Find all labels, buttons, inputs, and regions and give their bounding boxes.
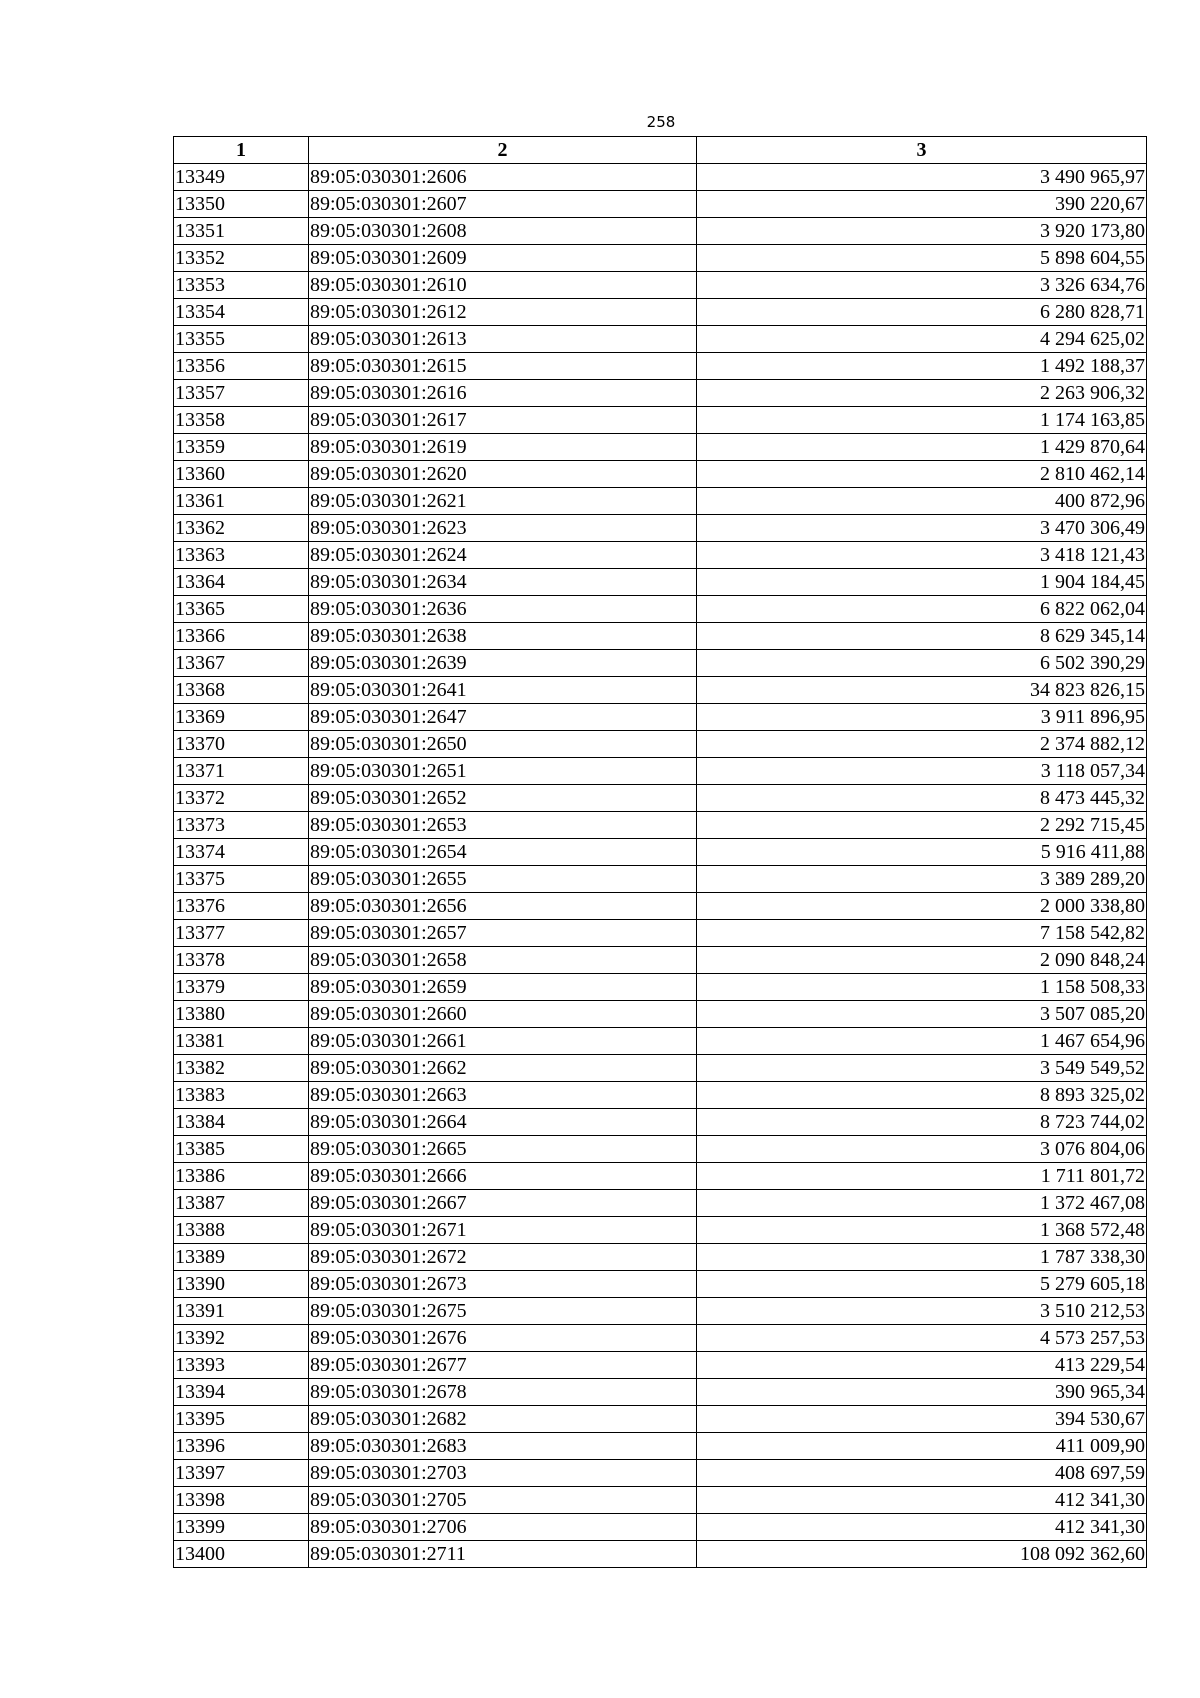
cadastral-number-cell: 89:05:030301:2671 [309,1217,697,1244]
row-number-cell: 13398 [174,1487,309,1514]
table-row [174,1136,1147,1163]
cadastral-number-cell: 89:05:030301:2612 [309,299,697,326]
row-number-cell: 13386 [174,1163,309,1190]
cadastral-number-cell: 89:05:030301:2608 [309,218,697,245]
cadastral-number-cell: 89:05:030301:2647 [309,704,697,731]
row-number-cell: 13365 [174,596,309,623]
table-row [174,380,1147,407]
cadastral-number-cell: 89:05:030301:2672 [309,1244,697,1271]
table-row [174,407,1147,434]
cadastral-number-cell: 89:05:030301:2659 [309,974,697,1001]
table-row [174,218,1147,245]
table-row [174,866,1147,893]
table-row [174,1001,1147,1028]
value-cell: 3 507 085,20 [697,1001,1147,1028]
data-table [173,136,1147,1568]
value-cell: 3 920 173,80 [697,218,1147,245]
row-number-cell: 13392 [174,1325,309,1352]
table-row [174,1325,1147,1352]
table-row [174,515,1147,542]
table-row [174,731,1147,758]
table-row [174,677,1147,704]
value-cell: 4 294 625,02 [697,326,1147,353]
value-cell: 5 916 411,88 [697,839,1147,866]
row-number-cell: 13378 [174,947,309,974]
table-row [174,1271,1147,1298]
row-number-cell: 13373 [174,812,309,839]
row-number-cell: 13383 [174,1082,309,1109]
row-number-cell: 13379 [174,974,309,1001]
table-row [174,1352,1147,1379]
value-cell: 411 009,90 [697,1433,1147,1460]
row-number-cell: 13376 [174,893,309,920]
value-cell: 7 158 542,82 [697,920,1147,947]
table-row [174,596,1147,623]
cadastral-number-cell: 89:05:030301:2621 [309,488,697,515]
row-number-cell: 13397 [174,1460,309,1487]
cadastral-number-cell: 89:05:030301:2682 [309,1406,697,1433]
row-number-cell: 13366 [174,623,309,650]
value-cell: 6 502 390,29 [697,650,1147,677]
row-number-cell: 13356 [174,353,309,380]
value-cell: 2 090 848,24 [697,947,1147,974]
table-row [174,974,1147,1001]
column-header-1: 1 [174,137,309,164]
row-number-cell: 13393 [174,1352,309,1379]
value-cell: 412 341,30 [697,1487,1147,1514]
table-row [174,1298,1147,1325]
row-number-cell: 13371 [174,758,309,785]
table-row [174,1217,1147,1244]
table-row [174,812,1147,839]
row-number-cell: 13399 [174,1514,309,1541]
value-cell: 1 787 338,30 [697,1244,1147,1271]
row-number-cell: 13353 [174,272,309,299]
value-cell: 2 292 715,45 [697,812,1147,839]
column-header-2: 2 [309,137,697,164]
row-number-cell: 13361 [174,488,309,515]
cadastral-number-cell: 89:05:030301:2663 [309,1082,697,1109]
table-row [174,1055,1147,1082]
table-row [174,326,1147,353]
table-row [174,434,1147,461]
row-number-cell: 13358 [174,407,309,434]
value-cell: 5 279 605,18 [697,1271,1147,1298]
value-cell: 1 467 654,96 [697,1028,1147,1055]
row-number-cell: 13395 [174,1406,309,1433]
row-number-cell: 13381 [174,1028,309,1055]
cadastral-number-cell: 89:05:030301:2639 [309,650,697,677]
value-cell: 3 549 549,52 [697,1055,1147,1082]
row-number-cell: 13377 [174,920,309,947]
cadastral-number-cell: 89:05:030301:2609 [309,245,697,272]
value-cell: 2 263 906,32 [697,380,1147,407]
value-cell: 400 872,96 [697,488,1147,515]
row-number-cell: 13362 [174,515,309,542]
value-cell: 1 372 467,08 [697,1190,1147,1217]
cadastral-number-cell: 89:05:030301:2613 [309,326,697,353]
value-cell: 412 341,30 [697,1514,1147,1541]
page-number: 258 [646,113,676,131]
cadastral-number-cell: 89:05:030301:2664 [309,1109,697,1136]
cadastral-number-cell: 89:05:030301:2624 [309,542,697,569]
table-row [174,1541,1147,1568]
value-cell: 3 389 289,20 [697,866,1147,893]
cadastral-number-cell: 89:05:030301:2673 [309,1271,697,1298]
cadastral-number-cell: 89:05:030301:2638 [309,623,697,650]
table-row [174,299,1147,326]
row-number-cell: 13360 [174,461,309,488]
value-cell: 5 898 604,55 [697,245,1147,272]
cadastral-number-cell: 89:05:030301:2653 [309,812,697,839]
table-row [174,164,1147,191]
value-cell: 3 076 804,06 [697,1136,1147,1163]
table-row [174,758,1147,785]
cadastral-number-cell: 89:05:030301:2660 [309,1001,697,1028]
cadastral-number-cell: 89:05:030301:2676 [309,1325,697,1352]
value-cell: 8 629 345,14 [697,623,1147,650]
cadastral-number-cell: 89:05:030301:2661 [309,1028,697,1055]
cadastral-number-cell: 89:05:030301:2650 [309,731,697,758]
cadastral-number-cell: 89:05:030301:2711 [309,1541,697,1568]
row-number-cell: 13350 [174,191,309,218]
table-row [174,245,1147,272]
cadastral-number-cell: 89:05:030301:2655 [309,866,697,893]
value-cell: 34 823 826,15 [697,677,1147,704]
value-cell: 2 374 882,12 [697,731,1147,758]
cadastral-number-cell: 89:05:030301:2658 [309,947,697,974]
cadastral-number-cell: 89:05:030301:2634 [309,569,697,596]
value-cell: 108 092 362,60 [697,1541,1147,1568]
cadastral-number-cell: 89:05:030301:2615 [309,353,697,380]
value-cell: 3 118 057,34 [697,758,1147,785]
row-number-cell: 13388 [174,1217,309,1244]
table-row [174,461,1147,488]
value-cell: 3 470 306,49 [697,515,1147,542]
cadastral-number-cell: 89:05:030301:2677 [309,1352,697,1379]
row-number-cell: 13349 [174,164,309,191]
table-row [174,1109,1147,1136]
row-number-cell: 13367 [174,650,309,677]
table-row [174,1190,1147,1217]
row-number-cell: 13389 [174,1244,309,1271]
table-row [174,1460,1147,1487]
cadastral-number-cell: 89:05:030301:2675 [309,1298,697,1325]
cadastral-number-cell: 89:05:030301:2662 [309,1055,697,1082]
row-number-cell: 13364 [174,569,309,596]
table-row [174,488,1147,515]
table-row [174,191,1147,218]
cadastral-number-cell: 89:05:030301:2620 [309,461,697,488]
value-cell: 3 326 634,76 [697,272,1147,299]
table-row [174,650,1147,677]
row-number-cell: 13363 [174,542,309,569]
value-cell: 3 510 212,53 [697,1298,1147,1325]
cadastral-number-cell: 89:05:030301:2616 [309,380,697,407]
value-cell: 390 220,67 [697,191,1147,218]
table-row [174,1163,1147,1190]
table-row [174,569,1147,596]
cadastral-number-cell: 89:05:030301:2657 [309,920,697,947]
row-number-cell: 13372 [174,785,309,812]
table-row [174,1433,1147,1460]
row-number-cell: 13357 [174,380,309,407]
cadastral-number-cell: 89:05:030301:2610 [309,272,697,299]
value-cell: 1 174 163,85 [697,407,1147,434]
cadastral-number-cell: 89:05:030301:2703 [309,1460,697,1487]
table-row [174,1406,1147,1433]
value-cell: 408 697,59 [697,1460,1147,1487]
value-cell: 1 904 184,45 [697,569,1147,596]
row-number-cell: 13369 [174,704,309,731]
table-row [174,353,1147,380]
row-number-cell: 13352 [174,245,309,272]
row-number-cell: 13354 [174,299,309,326]
value-cell: 1 711 801,72 [697,1163,1147,1190]
row-number-cell: 13375 [174,866,309,893]
row-number-cell: 13380 [174,1001,309,1028]
table-row [174,893,1147,920]
table-row [174,920,1147,947]
table-row [174,1487,1147,1514]
cadastral-number-cell: 89:05:030301:2652 [309,785,697,812]
table-row [174,623,1147,650]
row-number-cell: 13384 [174,1109,309,1136]
value-cell: 3 911 896,95 [697,704,1147,731]
cadastral-number-cell: 89:05:030301:2666 [309,1163,697,1190]
row-number-cell: 13374 [174,839,309,866]
row-number-cell: 13394 [174,1379,309,1406]
table-row [174,1379,1147,1406]
cadastral-number-cell: 89:05:030301:2636 [309,596,697,623]
value-cell: 2 000 338,80 [697,893,1147,920]
cadastral-number-cell: 89:05:030301:2651 [309,758,697,785]
cadastral-number-cell: 89:05:030301:2607 [309,191,697,218]
row-number-cell: 13400 [174,1541,309,1568]
column-header-3: 3 [697,137,1147,164]
value-cell: 1 368 572,48 [697,1217,1147,1244]
cadastral-number-cell: 89:05:030301:2606 [309,164,697,191]
table-row [174,542,1147,569]
value-cell: 8 893 325,02 [697,1082,1147,1109]
row-number-cell: 13382 [174,1055,309,1082]
value-cell: 394 530,67 [697,1406,1147,1433]
table-row [174,1514,1147,1541]
row-number-cell: 13396 [174,1433,309,1460]
cadastral-number-cell: 89:05:030301:2683 [309,1433,697,1460]
table-row [174,1082,1147,1109]
table-body [174,164,1147,1568]
value-cell: 3 490 965,97 [697,164,1147,191]
cadastral-number-cell: 89:05:030301:2641 [309,677,697,704]
cadastral-number-cell: 89:05:030301:2665 [309,1136,697,1163]
value-cell: 390 965,34 [697,1379,1147,1406]
value-cell: 6 822 062,04 [697,596,1147,623]
table-row [174,785,1147,812]
row-number-cell: 13355 [174,326,309,353]
value-cell: 8 473 445,32 [697,785,1147,812]
table-row [174,704,1147,731]
value-cell: 413 229,54 [697,1352,1147,1379]
table-header-row [174,137,1147,164]
cadastral-number-cell: 89:05:030301:2619 [309,434,697,461]
row-number-cell: 13387 [174,1190,309,1217]
value-cell: 2 810 462,14 [697,461,1147,488]
table-row [174,1028,1147,1055]
row-number-cell: 13359 [174,434,309,461]
value-cell: 4 573 257,53 [697,1325,1147,1352]
table-row [174,272,1147,299]
cadastral-number-cell: 89:05:030301:2617 [309,407,697,434]
cadastral-number-cell: 89:05:030301:2705 [309,1487,697,1514]
value-cell: 1 429 870,64 [697,434,1147,461]
cadastral-number-cell: 89:05:030301:2623 [309,515,697,542]
row-number-cell: 13351 [174,218,309,245]
value-cell: 1 492 188,37 [697,353,1147,380]
value-cell: 3 418 121,43 [697,542,1147,569]
table-row [174,1244,1147,1271]
value-cell: 1 158 508,33 [697,974,1147,1001]
cadastral-number-cell: 89:05:030301:2654 [309,839,697,866]
row-number-cell: 13385 [174,1136,309,1163]
cadastral-number-cell: 89:05:030301:2667 [309,1190,697,1217]
table-row [174,839,1147,866]
row-number-cell: 13390 [174,1271,309,1298]
row-number-cell: 13370 [174,731,309,758]
value-cell: 8 723 744,02 [697,1109,1147,1136]
row-number-cell: 13368 [174,677,309,704]
cadastral-number-cell: 89:05:030301:2706 [309,1514,697,1541]
table-row [174,947,1147,974]
cadastral-number-cell: 89:05:030301:2656 [309,893,697,920]
row-number-cell: 13391 [174,1298,309,1325]
value-cell: 6 280 828,71 [697,299,1147,326]
cadastral-number-cell: 89:05:030301:2678 [309,1379,697,1406]
